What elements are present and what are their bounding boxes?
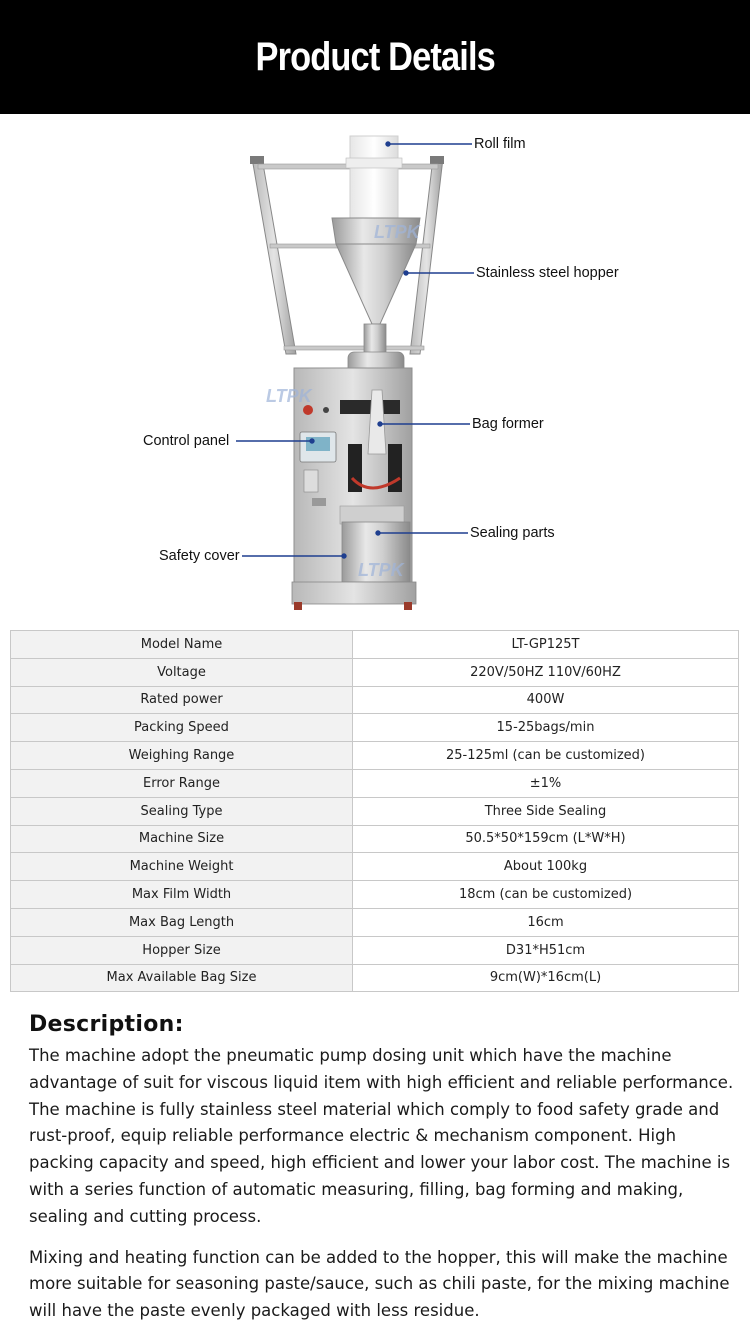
spec-row [11, 908, 739, 936]
watermark-text: LTPK [358, 560, 404, 580]
spec-key: Machine Weight [11, 853, 353, 881]
description-heading: Description: [29, 1012, 184, 1037]
spec-value: 400W [353, 686, 739, 714]
description-paragraph: Mixing and heating function can be added to the hopper, this will make the machine more suitable for seasoning paste/sauce, such as chili paste, for the mixing machine will have the paste evenly packaged with less residue. [29, 1247, 730, 1321]
spec-row [11, 853, 739, 881]
spec-key: Hopper Size [11, 936, 353, 964]
hopper-part [332, 218, 420, 386]
spec-table [10, 630, 739, 992]
spec-value: About 100kg [353, 853, 739, 881]
callout-roll-film: Roll film [474, 136, 526, 152]
spec-row [11, 686, 739, 714]
spec-value: Three Side Sealing [353, 797, 739, 825]
description-paragraph: The machine adopt the pneumatic pump dosing unit which have the machine advantage of suit for viscous liquid item with high efficient and reliable performance. The machine is fully stainless steel material which comply to food safety grade and rust-proof, equip reliable performance electric & mechanism component. High packing capacity and speed, high efficient and lower your labor cost. The machine is with a series function of automatic measuring, filling, bag forming and making, sealing and cutting process. [29, 1046, 734, 1226]
spec-key: Max Available Bag Size [11, 964, 353, 992]
page-title: Product Details [255, 34, 495, 79]
spec-value: 220V/50HZ 110V/60HZ [353, 658, 739, 686]
callout-hopper: Stainless steel hopper [476, 265, 619, 281]
machine-figure [0, 114, 750, 628]
spec-value: 9cm(W)*16cm(L) [353, 964, 739, 992]
spec-key: Max Bag Length [11, 908, 353, 936]
spec-row [11, 881, 739, 909]
spec-key: Packing Speed [11, 714, 353, 742]
spec-row [11, 742, 739, 770]
spec-value: 15-25bags/min [353, 714, 739, 742]
spec-key: Max Film Width [11, 881, 353, 909]
spec-key: Error Range [11, 769, 353, 797]
spec-value: ±1% [353, 769, 739, 797]
spec-key: Sealing Type [11, 797, 353, 825]
spec-value: 50.5*50*159cm (L*W*H) [353, 825, 739, 853]
callout-sealing-parts: Sealing parts [470, 525, 555, 541]
callout-bag-former: Bag former [472, 416, 544, 432]
spec-value: 16cm [353, 908, 739, 936]
spec-row [11, 936, 739, 964]
spec-key: Voltage [11, 658, 353, 686]
spec-value: 25-125ml (can be customized) [353, 742, 739, 770]
page-header [0, 0, 750, 114]
callout-safety-cover: Safety cover [159, 548, 240, 564]
spec-key: Weighing Range [11, 742, 353, 770]
spec-value: 18cm (can be customized) [353, 881, 739, 909]
spec-value: LT-GP125T [353, 631, 739, 659]
spec-row [11, 797, 739, 825]
spec-row [11, 631, 739, 659]
spec-value: D31*H51cm [353, 936, 739, 964]
spec-key: Model Name [11, 631, 353, 659]
machine-illustration [0, 114, 750, 628]
spec-row [11, 964, 739, 992]
watermark-text: LTPK [374, 222, 420, 242]
spec-key: Rated power [11, 686, 353, 714]
spec-row [11, 825, 739, 853]
spec-row [11, 658, 739, 686]
spec-row [11, 769, 739, 797]
description-section [29, 1012, 734, 1325]
callout-control-panel: Control panel [143, 433, 230, 449]
spec-row [11, 714, 739, 742]
watermark-text: LTPK [266, 386, 312, 406]
spec-key: Machine Size [11, 825, 353, 853]
